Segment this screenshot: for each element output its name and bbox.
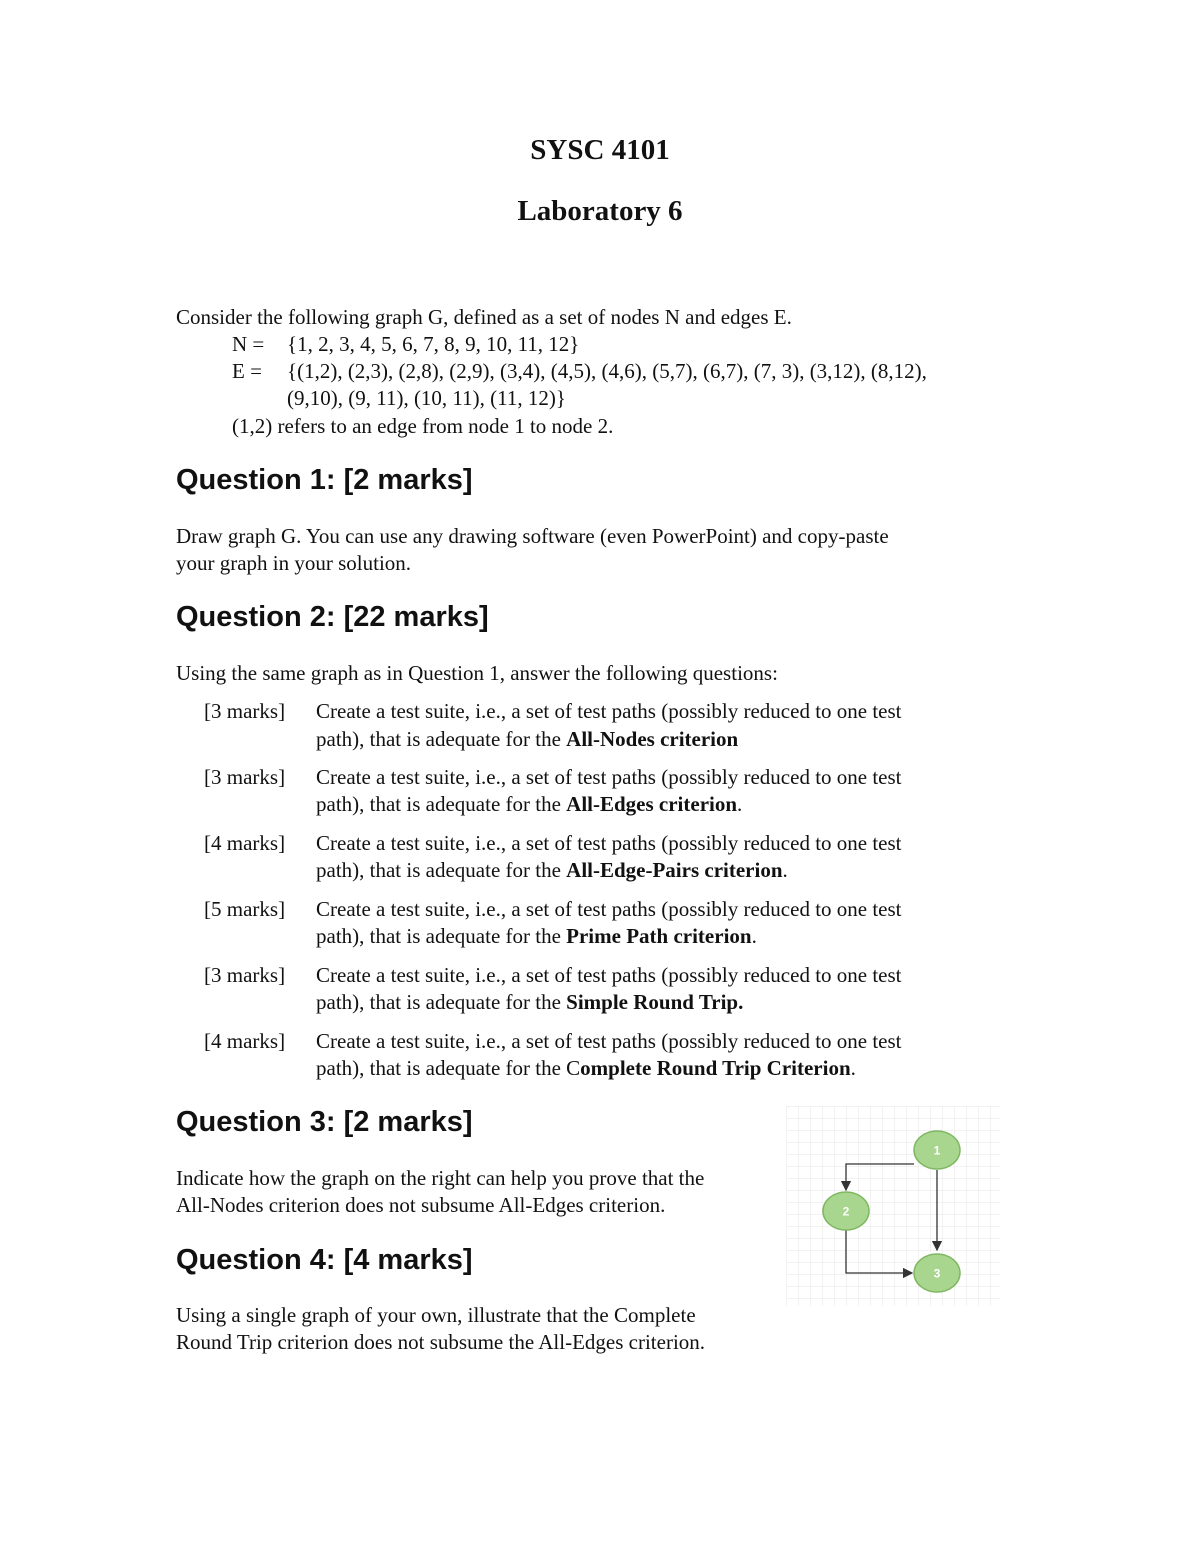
example-graph-figure bbox=[786, 1106, 1000, 1306]
question-1-text-line-1: Draw graph G. You can use any drawing software (even PowerPoint) and copy-paste bbox=[176, 524, 889, 548]
question-2-heading: Question 2: [22 marks] bbox=[176, 601, 489, 633]
item-text-line-1: Create a test suite, i.e., a set of test paths (possibly reduced to one test bbox=[316, 831, 902, 855]
node-label: 1 bbox=[933, 1143, 941, 1158]
item-marks: [4 marks] bbox=[204, 1029, 286, 1053]
question-3-text-line-2: All-Nodes criterion does not subsume All-Edges criterion. bbox=[176, 1193, 666, 1217]
question-2-intro: Using the same graph as in Question 1, answer the following questions: bbox=[176, 661, 778, 685]
question-1-heading: Question 1: [2 marks] bbox=[176, 464, 473, 496]
criterion-name: Prime Path criterion bbox=[566, 924, 752, 948]
item-text-line-2: path), that is adequate for the All-Edges criterion. bbox=[316, 792, 743, 816]
item-text-line-1: Create a test suite, i.e., a set of test paths (possibly reduced to one test bbox=[316, 699, 902, 723]
item-text-line-1: Create a test suite, i.e., a set of test paths (possibly reduced to one test bbox=[316, 1029, 902, 1053]
item-text-line-2 bbox=[316, 989, 743, 1016]
criterion-name: All-Edge-Pairs criterion bbox=[566, 858, 783, 882]
nodes-label: N = bbox=[232, 332, 265, 356]
node-label: 3 bbox=[933, 1266, 941, 1281]
node-label: 2 bbox=[842, 1204, 850, 1219]
lab-title: Laboratory 6 bbox=[517, 195, 683, 227]
question-3-heading: Question 3: [2 marks] bbox=[176, 1106, 473, 1138]
item-text-line-2: path), that is adequate for the Complete Round Trip Criterion. bbox=[316, 1056, 856, 1080]
graph-node bbox=[914, 1131, 960, 1169]
item-text-line-1: Create a test suite, i.e., a set of test paths (possibly reduced to one test bbox=[316, 765, 902, 789]
item-text-prefix: path), that is adequate for the bbox=[316, 858, 561, 882]
item-text-line-1: Create a test suite, i.e., a set of test paths (possibly reduced to one test bbox=[316, 897, 902, 921]
criterion-name: All-Edges criterion bbox=[566, 792, 738, 816]
item-text-prefix: path), that is adequate for the bbox=[316, 924, 561, 948]
course-title: SYSC 4101 bbox=[530, 134, 670, 166]
item-text-line-2: path), that is adequate for the Prime Path criterion. bbox=[316, 924, 757, 948]
graph-node bbox=[914, 1254, 960, 1292]
edges-label: E = bbox=[232, 359, 262, 383]
figure-grid bbox=[786, 1106, 1000, 1306]
question-1-text-line-2: your graph in your solution. bbox=[176, 551, 412, 575]
question-4-text-line-1: Using a single graph of your own, illustrate that the Complete bbox=[176, 1303, 696, 1327]
item-text-line-2 bbox=[316, 726, 738, 753]
graph-node bbox=[823, 1192, 869, 1230]
intro-text: Consider the following graph G, defined as a set of nodes N and edges E. bbox=[176, 305, 792, 329]
criterion-name: Simple Round Trip. bbox=[566, 990, 744, 1014]
question-3-text-line-1: Indicate how the graph on the right can help you prove that the bbox=[176, 1166, 705, 1190]
item-marks: [5 marks] bbox=[204, 897, 286, 921]
item-text-prefix: path), that is adequate for the bbox=[316, 990, 561, 1014]
item-marks: [3 marks] bbox=[204, 699, 286, 723]
item-marks: [3 marks] bbox=[204, 765, 286, 789]
edges-set-line-2: (9,10), (9, 11), (10, 11), (11, 12)} bbox=[287, 386, 566, 410]
item-text-line-1: Create a test suite, i.e., a set of test paths (possibly reduced to one test bbox=[316, 963, 902, 987]
item-text-line-2: path), that is adequate for the All-Edge-Pairs criterion. bbox=[316, 858, 788, 882]
nodes-set: {1, 2, 3, 4, 5, 6, 7, 8, 9, 10, 11, 12} bbox=[287, 332, 580, 356]
question-4-text-line-2: Round Trip criterion does not subsume the All-Edges criterion. bbox=[176, 1330, 706, 1354]
criterion-name: All-Nodes criterion bbox=[566, 727, 739, 751]
item-text-prefix: path), that is adequate for the bbox=[316, 1056, 561, 1080]
item-marks: [4 marks] bbox=[204, 831, 286, 855]
item-marks: [3 marks] bbox=[204, 963, 286, 987]
item-text-prefix: path), that is adequate for the bbox=[316, 727, 561, 751]
edges-set-line-1: {(1,2), (2,3), (2,8), (2,9), (3,4), (4,5), (4,6), (5,7), (6,7), (7, 3), (3,12), (8,12), bbox=[287, 359, 927, 383]
item-text-prefix: path), that is adequate for the bbox=[316, 792, 561, 816]
question-4-heading: Question 4: [4 marks] bbox=[176, 1244, 473, 1276]
criterion-name: omplete Round Trip Criterion bbox=[580, 1056, 851, 1080]
edge-note: (1,2) refers to an edge from node 1 to node 2. bbox=[232, 414, 614, 438]
